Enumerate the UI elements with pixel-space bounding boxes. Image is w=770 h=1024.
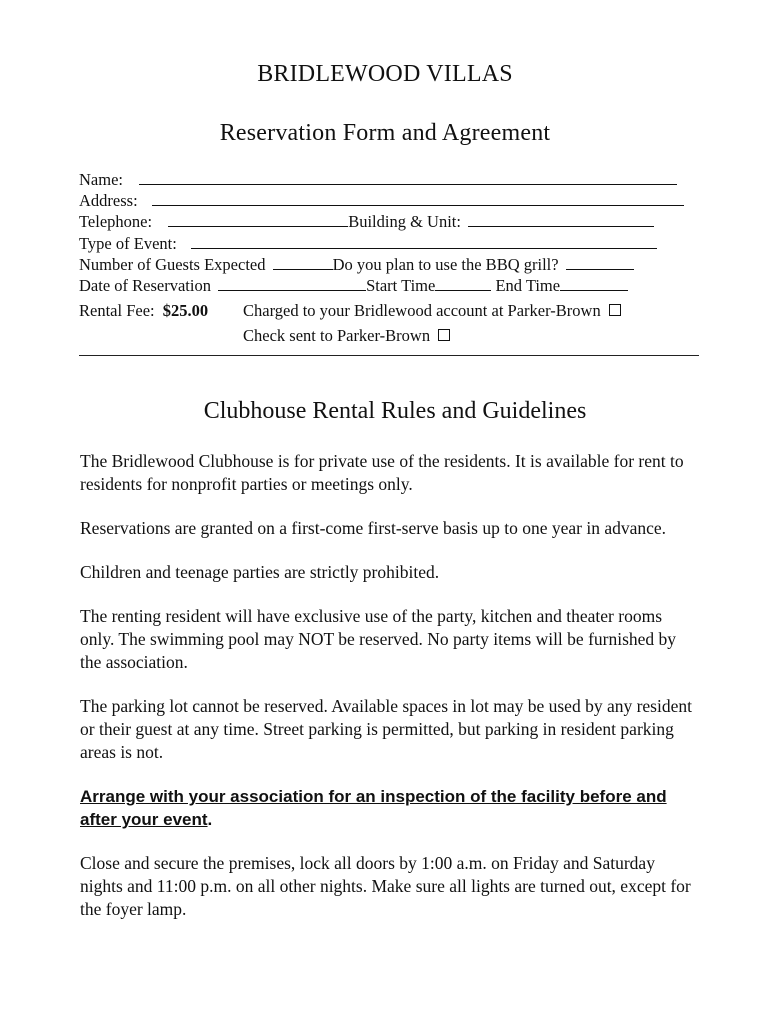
closing-paragraph: Close and secure the premises, lock all doors by 1:00 a.m. on Friday and Saturday nights and 11:00 p.m. on all other nights. Make sure all lights are turned out, except for the foyer lamp. xyxy=(80,853,691,919)
bbq-field[interactable] xyxy=(566,255,634,270)
account-checkbox[interactable] xyxy=(609,304,621,316)
building-field[interactable] xyxy=(468,212,654,227)
reservation-form xyxy=(79,169,709,347)
payment-option-account xyxy=(243,300,621,321)
payment-option-check-row xyxy=(79,325,709,346)
address-field[interactable] xyxy=(152,191,684,206)
bbq-label: Do you plan to use the BBQ grill? xyxy=(332,254,559,274)
inspection-note-period: . xyxy=(207,810,213,829)
document-title: BRIDLEWOOD VILLAS xyxy=(257,61,513,87)
date-row xyxy=(79,275,709,296)
event-type-field[interactable] xyxy=(191,234,657,249)
check-checkbox[interactable] xyxy=(438,329,450,341)
address-row xyxy=(79,190,709,211)
guests-row xyxy=(79,254,709,275)
name-label: Name: xyxy=(79,170,123,189)
building-label: Building & Unit: xyxy=(348,212,461,232)
section-divider xyxy=(79,355,699,356)
inspection-note xyxy=(80,785,700,831)
rental-fee-label: Rental Fee: xyxy=(79,301,155,321)
end-time-label: End Time xyxy=(495,275,561,295)
name-field[interactable] xyxy=(139,170,677,185)
rules-title: Clubhouse Rental Rules and Guidelines xyxy=(203,398,587,424)
rule-paragraph-1: The Bridlewood Clubhouse is for private use of the residents. It is available for rent to residents for nonprofit parties or meetings only. xyxy=(80,451,684,494)
form-title: Reservation Form and Agreement xyxy=(219,120,551,146)
payment-option-check xyxy=(243,325,450,346)
payment-option-account-label: Charged to your Bridlewood account at Parker-Brown xyxy=(243,301,601,321)
end-time-field[interactable] xyxy=(560,276,628,291)
name-row xyxy=(79,169,709,190)
payment-option-check-label: Check sent to Parker-Brown xyxy=(243,326,431,346)
telephone-row xyxy=(79,211,709,232)
start-time-label: Start Time xyxy=(366,275,436,295)
event-type-row xyxy=(79,233,709,254)
start-time-field[interactable] xyxy=(435,276,491,291)
date-label: Date of Reservation xyxy=(79,275,211,295)
event-type-label: Type of Event: xyxy=(79,233,177,253)
address-label: Address: xyxy=(79,191,138,211)
guests-field[interactable] xyxy=(273,255,333,270)
rule-paragraph-2: Reservations are granted on a first-come first-serve basis up to one year in advance. xyxy=(80,518,667,538)
inspection-note-text: Arrange with your association for an inspection of the facility before and after your event xyxy=(80,787,667,829)
rule-paragraph-3: Children and teenage parties are strictly prohibited. xyxy=(80,562,440,582)
date-field[interactable] xyxy=(218,276,366,291)
telephone-label: Telephone: xyxy=(79,212,153,232)
rules-body xyxy=(80,450,700,942)
telephone-field[interactable] xyxy=(168,212,348,227)
rental-fee-amount: $25.00 xyxy=(162,301,209,321)
rental-fee-row xyxy=(79,300,709,321)
rule-paragraph-5: The parking lot cannot be reserved. Available spaces in lot may be used by any resident or their guest at any time. Street parking is permitted, but parking in resident parking areas is not. xyxy=(80,696,692,762)
guests-label: Number of Guests Expected xyxy=(79,254,266,274)
rule-paragraph-4: The renting resident will have exclusive use of the party, kitchen and theater rooms only. The swimming pool may NOT be reserved. No party items will be furnished by the association. xyxy=(80,606,677,672)
